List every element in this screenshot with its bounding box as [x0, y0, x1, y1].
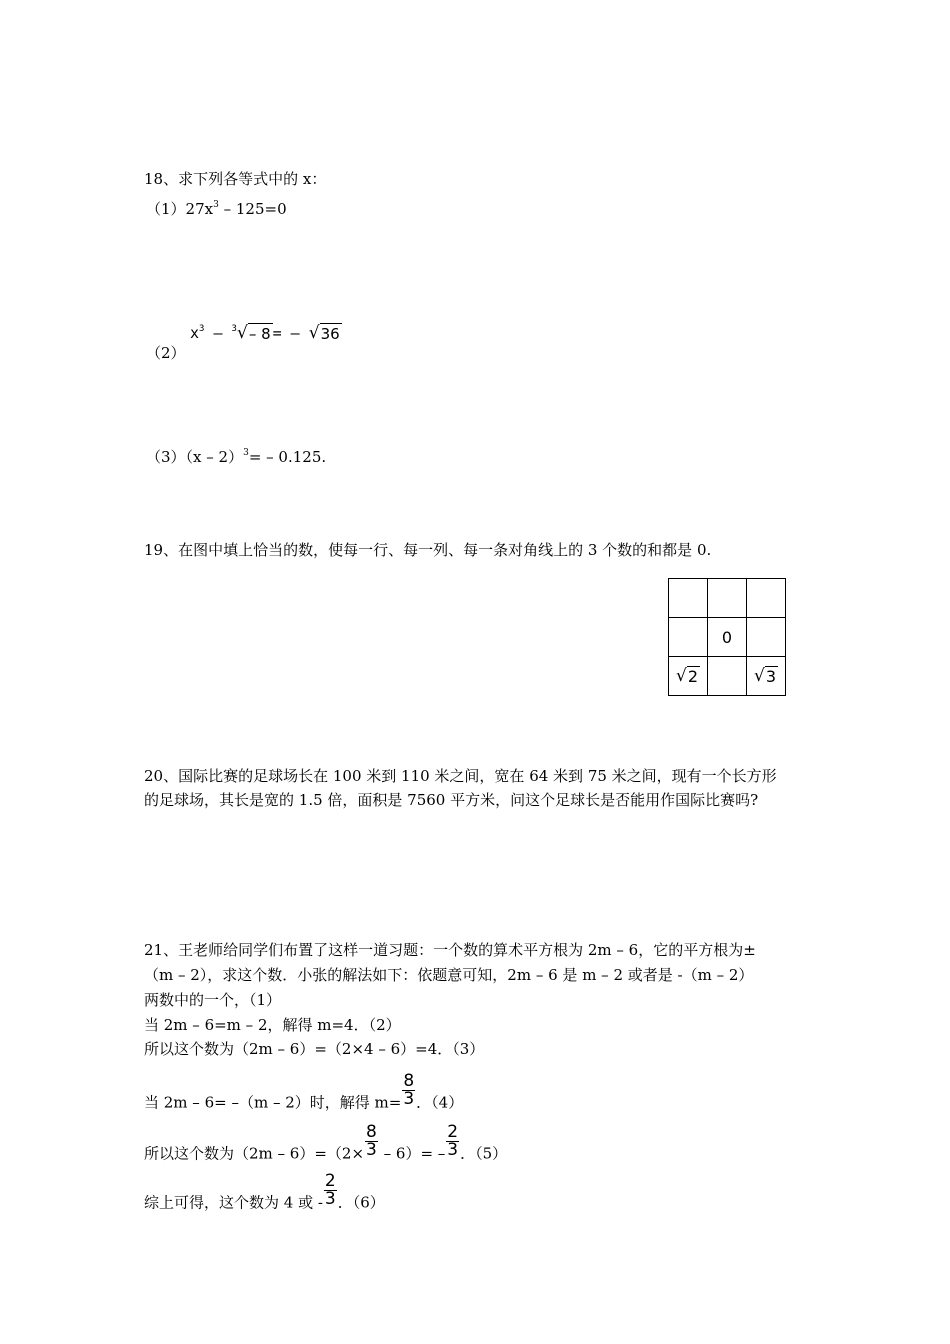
q18-title: 18、求下列各等式中的 x： — [144, 170, 327, 188]
magic-square-grid — [668, 578, 786, 696]
q21-line7: 所以这个数为（2m – 6）=（2× $\frac{8}{3}$ – 6）= – $\frac{2}{3}$ ．（5） — [144, 1122, 508, 1163]
grid-cell — [708, 579, 747, 618]
fraction-8-3: $\frac{8}{3}$ — [366, 1122, 377, 1160]
q21-line4: 当 2m – 6=m – 2，解得 m=4．（2） — [144, 1016, 401, 1034]
grid-cell-sqrt2: √ 2 — [669, 657, 708, 696]
grid-cell — [669, 579, 708, 618]
fraction-2-3: $\frac{2}{3}$ — [447, 1122, 459, 1160]
fraction-8-3: $\frac{8}{3}$ — [403, 1071, 415, 1109]
q21-line3: 两数中的一个，（1） — [144, 991, 282, 1009]
q18-part2-label: （2） — [146, 344, 186, 362]
fraction-2-3: $\frac{2}{3}$ — [324, 1171, 336, 1209]
q21-line8: 综上可得，这个数为 4 或 - $\frac{2}{3}$ ．（6） — [144, 1171, 385, 1212]
q18-part3: （3）（x – 2）$^3$= – 0.125. — [146, 448, 327, 466]
q21-line6: 当 2m – 6= –（m – 2）时，解得 m= $\frac{8}{3}$ ．（4） — [144, 1071, 464, 1112]
q18-part2-equation: $x^3 - ^3$ √ – 8 = – √ 36 — [190, 323, 340, 343]
grid-cell — [747, 618, 786, 657]
grid-cell-center: 0 — [708, 618, 747, 657]
q21-line5: 所以这个数为（2m – 6）=（2×4 – 6）=4．（3） — [144, 1040, 485, 1058]
grid-cell — [708, 657, 747, 696]
q18-part1: $(1)27x^3 - 125=0$ — [146, 200, 287, 218]
grid-cell — [669, 618, 708, 657]
q19-text: 19、在图中填上恰当的数，使每一行、每一列、每一条对角线上的 3 个数的和都是 0. — [144, 541, 712, 559]
cube-root: √ – 8 — [236, 323, 271, 343]
grid-cell-sqrt3: √ 3 — [747, 657, 786, 696]
q20-line2: 的足球场，其长是宽的 1.5 倍，面积是 7560 平方米，问这个足球长是否能用作国际比赛吗? — [144, 791, 759, 809]
grid-cell — [747, 579, 786, 618]
q21-line1: 21、王老师给同学们布置了这样一道习题：一个数的算术平方根为 2m – 6，它的平方根为± — [144, 941, 756, 959]
square-root: √ 36 — [308, 323, 340, 343]
q21-line2: （m – 2），求这个数．小张的解法如下：依题意可知，2m – 6 是 m – 2 或者是 -（m – 2） — [144, 966, 754, 984]
q20-line1: 20、国际比赛的足球场长在 100 米到 110 米之间，宽在 64 米到 75 米之间，现有一个长方形 — [144, 767, 777, 785]
